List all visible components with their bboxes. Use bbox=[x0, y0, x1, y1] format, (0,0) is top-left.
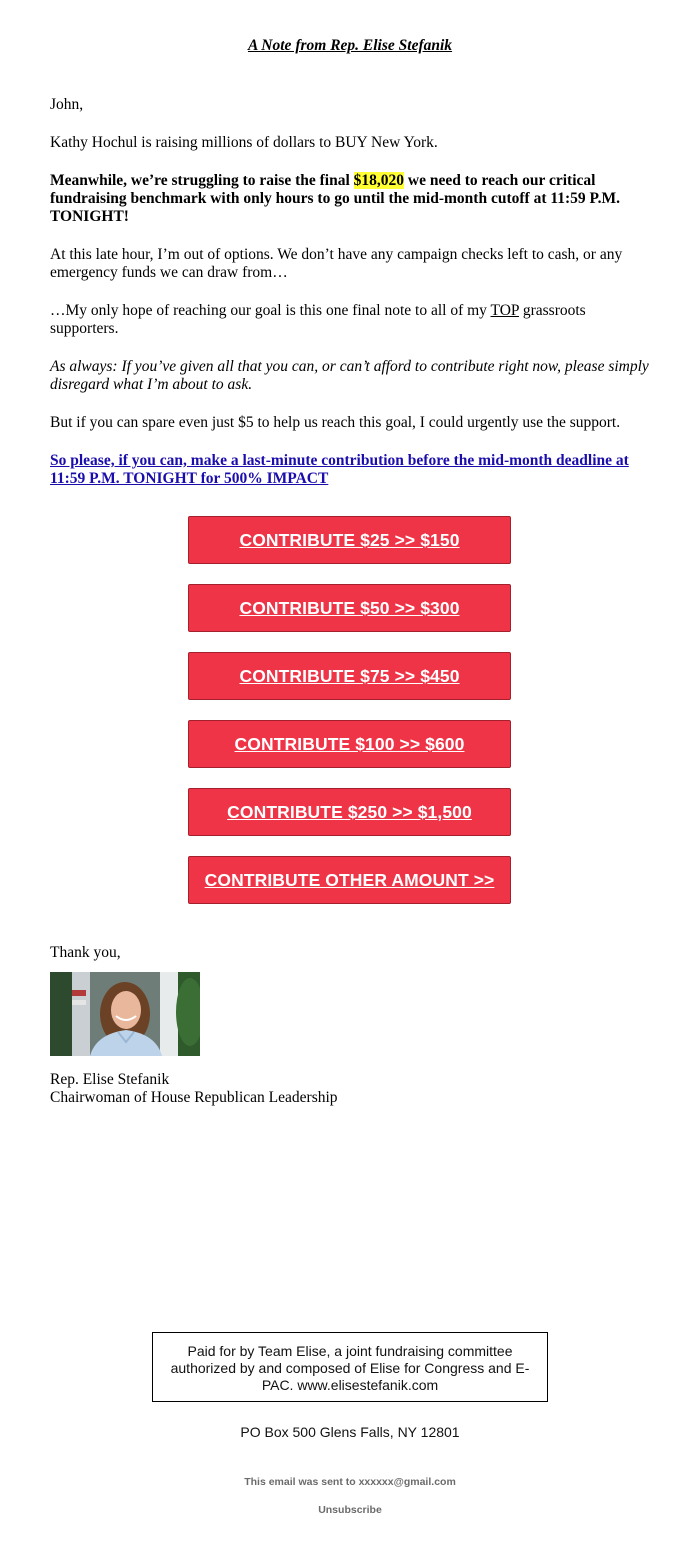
portrait-photo bbox=[50, 972, 200, 1056]
contribute-25-button[interactable]: CONTRIBUTE $25 >> $150 bbox=[188, 516, 511, 564]
paid-for-disclaimer: Paid for by Team Elise, a joint fundraising committee authorized by and composed of Elise for Congress and E-PAC. www.elisestefanik.com bbox=[152, 1332, 548, 1402]
paragraph-spare-five: But if you can spare even just $5 to help us reach this goal, I could urgently use the support. bbox=[50, 414, 621, 431]
paragraph-out-of-options: At this late hour, I’m out of options. We don’t have any campaign checks left to cash, or any emergency funds we can draw from… bbox=[50, 246, 623, 281]
contribute-75-button[interactable]: CONTRIBUTE $75 >> $450 bbox=[188, 652, 511, 700]
contribute-other-button[interactable]: CONTRIBUTE OTHER AMOUNT >> bbox=[188, 856, 511, 904]
email-title: A Note from Rep. Elise Stefanik bbox=[247, 37, 453, 54]
unsubscribe-link[interactable]: Unsubscribe bbox=[318, 1504, 382, 1516]
paragraph-hochul: Kathy Hochul is raising millions of dollars to BUY New York. bbox=[50, 134, 438, 151]
thank-you: Thank you, bbox=[50, 944, 121, 961]
signature-block bbox=[50, 1071, 650, 1107]
contribute-50-button[interactable]: CONTRIBUTE $50 >> $300 bbox=[188, 584, 511, 632]
contribute-100-button[interactable]: CONTRIBUTE $100 >> $600 bbox=[188, 720, 511, 768]
highlighted-amount: $18,020 bbox=[353, 172, 405, 189]
paragraph-goal: Meanwhile, we’re struggling to raise the final $18,020 we need to reach our critical fundraising benchmark with only hours to go until the mid-month cutoff at 11:59 P.M. TONIGHT! bbox=[50, 172, 620, 225]
signer-role: Chairwoman of House Republican Leadership bbox=[50, 1089, 338, 1106]
contribute-250-button[interactable]: CONTRIBUTE $250 >> $1,500 bbox=[188, 788, 511, 836]
greeting: John, bbox=[50, 96, 84, 113]
paragraph-final-note: …My only hope of reaching our goal is this one final note to all of my TOP grassroots supporters. bbox=[50, 302, 586, 337]
signer-name: Rep. Elise Stefanik bbox=[50, 1071, 170, 1088]
top-underlined: TOP bbox=[490, 302, 519, 319]
mailing-address: PO Box 500 Glens Falls, NY 12801 bbox=[240, 1424, 460, 1440]
contribute-link[interactable]: So please, if you can, make a last-minute contribution before the mid-month deadline at 11:59 P.M. TONIGHT for 500% IMPACT bbox=[50, 452, 629, 487]
sent-to-notice: This email was sent to xxxxxx@gmail.com bbox=[244, 1476, 456, 1488]
cta-link-container bbox=[50, 452, 650, 488]
paragraph-disclaimer-italic: As always: If you’ve given all that you can, or can’t afford to contribute right now, please simply disregard what I’m about to ask. bbox=[50, 358, 649, 393]
